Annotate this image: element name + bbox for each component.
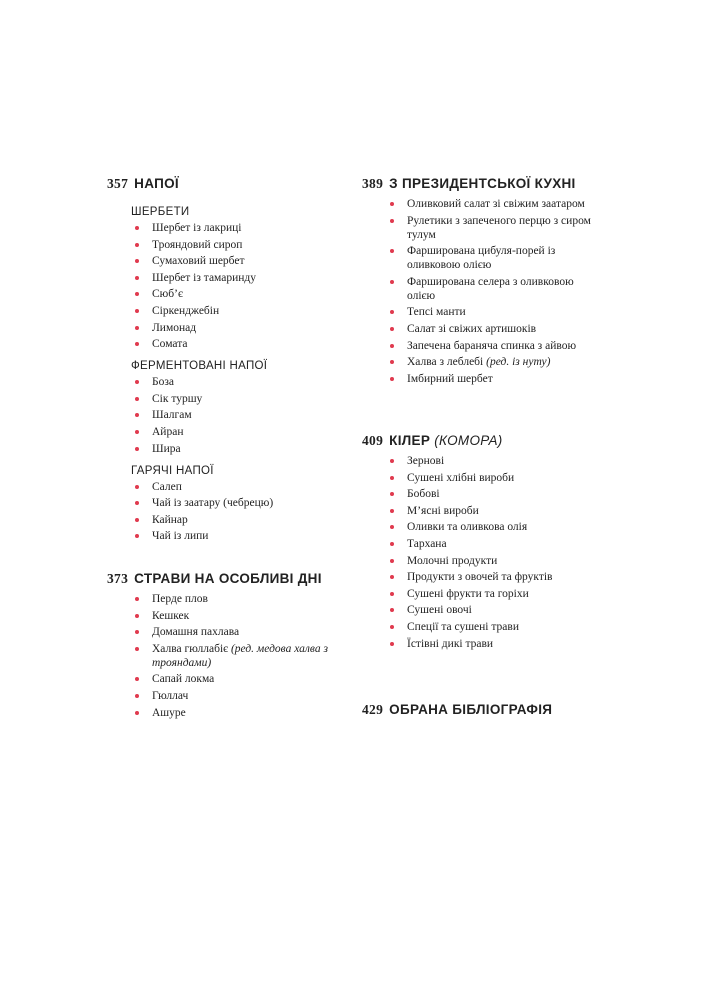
list-item: Гюллач [131,689,352,703]
list-item: Рулетики з запеченого перцю з сиром тулум [386,214,612,242]
section-heading [107,571,352,587]
section-heading [362,702,552,718]
group-title: ГАРЯЧІ НАПОЇ [131,464,214,477]
list-item: Чай із липи [131,529,273,543]
list-item: Імбирний шербет [386,372,612,386]
list-item: Сушені хлібні вироби [386,471,553,485]
item-note: (ред. медова халва з трояндами) [152,642,328,669]
section-title-paren: (КОМОРА) [434,433,503,448]
section-title: КІЛЕР [389,433,431,448]
list-item: Оливки та оливкова олія [386,520,553,534]
section-page-number: 409 [362,433,384,448]
item-list [107,592,352,720]
section-bibliography [362,702,552,718]
section-heading [362,176,612,192]
section-presidential-kitchen [362,176,612,388]
section-heading [362,433,553,449]
list-item: Чай із заатару (чебрецю) [131,496,273,510]
list-item: Кайнар [131,513,273,527]
section-heading [107,176,273,192]
list-item: Сік туршу [131,392,273,406]
list-item: Лимонад [131,321,273,335]
section-drinks [107,176,273,546]
item-note: (ред. із нуту) [486,356,551,369]
item-list [107,480,273,544]
list-item: Сушені фрукти та горіхи [386,587,553,601]
item-list [107,375,273,455]
section-special-days [107,571,352,722]
list-item: Бобові [386,487,553,501]
list-item: Спеції та сушені трави [386,620,553,634]
group-title: ФЕРМЕНТОВАНІ НАПОЇ [131,360,268,373]
item-list [107,221,273,351]
list-item [131,642,352,670]
list-item: Шалгам [131,408,273,422]
list-item: Трояндовий сироп [131,238,273,252]
list-item: Домашня пахлава [131,625,352,639]
list-item: Сомата [131,337,273,351]
list-item: Салат зі свіжих артишоків [386,322,612,336]
list-item: Тепсі манти [386,305,612,319]
list-item: Молочні продукти [386,554,553,568]
section-pantry [362,433,553,653]
section-title: НАПОЇ [134,176,179,191]
list-item [386,355,612,369]
list-item: Їстівні дикі трави [386,637,553,651]
list-item: Оливковий салат зі свіжим заатаром [386,197,612,211]
list-item: Фарширована селера з оливковою олією [386,275,612,303]
group-hot-drinks [107,465,273,544]
list-item: Тархана [386,537,553,551]
list-item: Запечена бараняча спинка з айвою [386,339,612,353]
group-sherbets [107,206,273,351]
list-item: Салеп [131,480,273,494]
group-fermented-drinks [107,360,273,455]
list-item: Сюб’є [131,287,273,301]
list-item: Шира [131,442,273,456]
list-item: Сіркенджебін [131,304,273,318]
section-title: СТРАВИ НА ОСОБЛИВІ ДНІ [134,571,322,586]
section-title: ОБРАНА БІБЛІОГРАФІЯ [389,702,553,717]
list-item: Ашуре [131,706,352,720]
list-item: Кешкек [131,609,352,623]
item-list [362,197,612,386]
list-item: Боза [131,375,273,389]
list-item: Зернові [386,454,553,468]
section-page-number: 389 [362,176,384,191]
section-title: З ПРЕЗИДЕНТСЬКОЇ КУХНІ [389,176,576,191]
list-item: М’ясні вироби [386,504,553,518]
list-item: Шербет із лакриці [131,221,273,235]
section-page-number: 429 [362,702,384,717]
list-item: Продукти з овочей та фруктів [386,570,553,584]
list-item: Шербет із тамаринду [131,271,273,285]
item-list [362,454,553,651]
list-item: Айран [131,425,273,439]
list-item: Сушені овочі [386,603,553,617]
list-item: Перде плов [131,592,352,606]
section-page-number: 357 [107,176,129,191]
list-item: Сумаховий шербет [131,254,273,268]
group-title: ШЕРБЕТИ [131,206,190,218]
item-text: Халва з леблебі [407,356,484,369]
list-item: Фарширована цибуля-порей із оливковою олією [386,244,612,272]
item-text: Халва гюллабіє [152,642,229,655]
section-page-number: 373 [107,571,129,586]
list-item: Сапай локма [131,672,352,686]
